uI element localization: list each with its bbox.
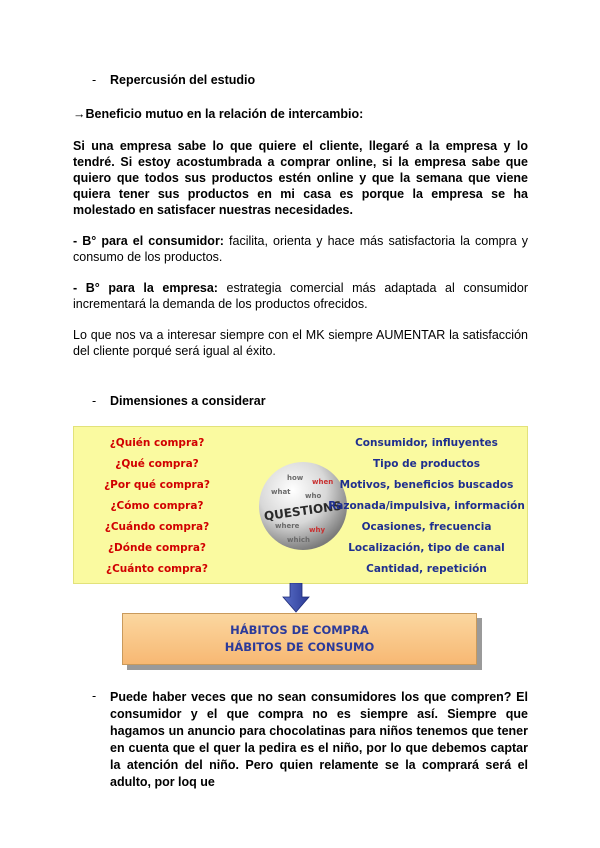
habits-line-consumption: HÁBITOS DE CONSUMO [224, 640, 375, 654]
habits-line-purchase: HÁBITOS DE COMPRA [230, 623, 369, 637]
answer-item: Ocasiones, frecuencia [361, 521, 492, 533]
svg-text:how: how [287, 474, 304, 482]
answer-item: Consumidor, influyentes [355, 437, 498, 449]
section-heading: Repercusión del estudio [110, 73, 256, 87]
consumer-benefit-label: - B° para el consumidor: [73, 234, 224, 248]
company-benefit-text: estrategia comercial más adaptada al consumidor incrementará la demanda de los productos ofrecidos. [73, 281, 528, 311]
question-item: ¿Dónde compra? [107, 542, 207, 554]
sphere-word: QUESTIONS [263, 498, 343, 524]
answer-item: Razonada/impulsiva, información [328, 500, 525, 512]
consumers-paragraph: Puede haber veces que no sean consumidores los que compren? El consumidor y el que compra no es siempre así. Siempre que hagamos un anuncio para chocolatinas para niños tenemos que tener en cuenta que el quer la pedira es el niño, por lo que debemos captar la atención del niño. Pero quien relamente se la comprará será el adulto, por loq ue [110, 690, 528, 789]
answers-column [324, 435, 529, 582]
svg-text:where: where [275, 522, 300, 530]
answer-item: Cantidad, repetición [366, 563, 487, 575]
question-item: ¿Por qué compra? [104, 479, 210, 491]
questions-column [92, 435, 222, 582]
consumer-benefit-text: facilita, orienta y hace más satisfactoria la compra y consumo de los productos. [73, 234, 528, 264]
answer-item: Motivos, beneficios buscados [339, 479, 514, 491]
question-item: ¿Qué compra? [115, 458, 199, 470]
section-heading: Dimensiones a considerar [110, 394, 266, 408]
mk-paragraph: Lo que nos va a interesar siempre con el MK siempre AUMENTAR la satisfacción del cliente porqué será igual al éxito. [73, 328, 528, 358]
question-item: ¿Cuánto compra? [106, 563, 208, 575]
svg-text:which: which [287, 536, 310, 544]
consumer-benefit [73, 233, 528, 265]
bullet-dash: - [92, 394, 97, 408]
company-benefit-label: - B° para la empresa: [73, 281, 218, 295]
question-item: ¿Cuándo compra? [104, 521, 210, 533]
svg-text:why: why [309, 526, 326, 534]
answer-item: Tipo de productos [372, 458, 481, 470]
svg-text:when: when [312, 478, 334, 486]
answer-item: Localización, tipo de canal [348, 542, 505, 554]
bullet-dash: - [92, 689, 97, 703]
bullet-dash: - [92, 73, 97, 87]
down-arrow-icon [281, 583, 311, 613]
company-benefit [73, 280, 528, 312]
intro-paragraph: Si una empresa sabe lo que quiere el cliente, llegaré a la empresa y lo tendré. Si estoy acostumbrada a comprar online, si la empresa sabe que quiero que todos sus productos estén online y que la semana que viene quiera tener sus productos en mi casa es porque la empresa se ha molestado en satisfacer nuestras necesidades. [73, 139, 528, 217]
question-item: ¿Cómo compra? [110, 500, 204, 512]
questions-panel [73, 426, 528, 584]
svg-text:what: what [271, 488, 291, 496]
benefit-heading: →Beneficio mutuo en la relación de intercambio: [73, 107, 364, 121]
habits-box [122, 613, 477, 665]
svg-text:who: who [305, 492, 322, 500]
question-item: ¿Quién compra? [109, 437, 205, 449]
